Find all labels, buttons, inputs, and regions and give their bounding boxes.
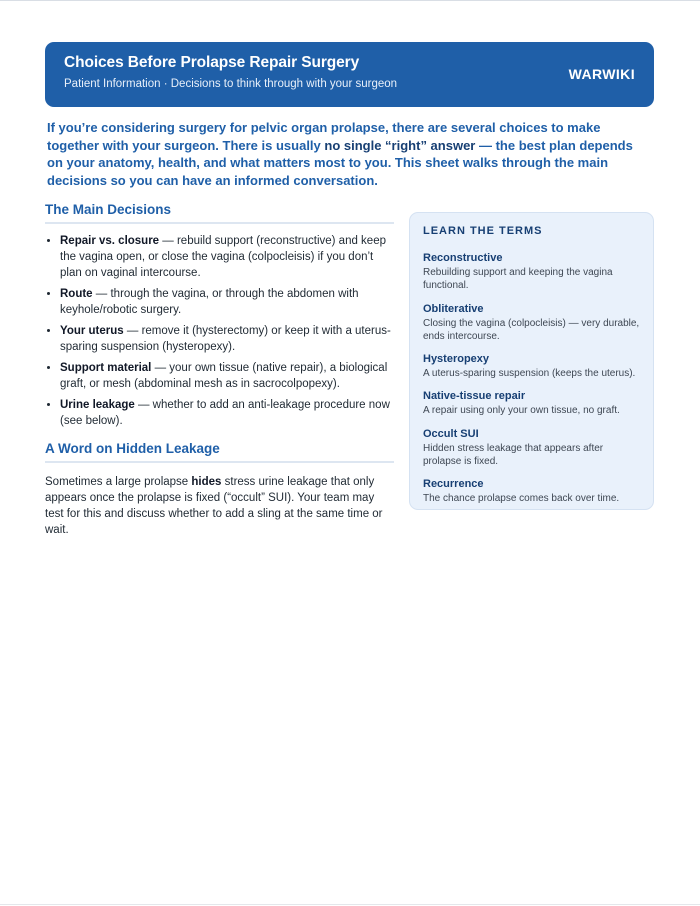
term-name: Occult SUI — [423, 427, 479, 440]
term-item — [423, 478, 640, 505]
list-item — [60, 286, 394, 318]
brand-logo: WARWIKI — [568, 66, 635, 82]
term-definition: Rebuilding support and keeping the vagina functional. — [423, 267, 613, 292]
list-item — [60, 233, 394, 281]
decision-term: Your uterus — [60, 325, 124, 337]
section-title-decisions: The Main Decisions — [45, 202, 394, 224]
decision-term: Support material — [60, 362, 152, 374]
top-border — [0, 0, 700, 1]
term-name: Reconstructive — [423, 252, 503, 264]
intro-emphasis: no single “right” answer — [324, 137, 476, 153]
main-column — [45, 202, 394, 538]
intro-text-1: If you’re considering surgery for pelvic organ prolapse, there are several choices to make together with your surgeon. There is usually — [47, 120, 601, 153]
decisions-list — [45, 233, 394, 429]
list-item — [60, 397, 394, 429]
term-item — [423, 303, 640, 344]
term-name: Hysteropexy — [423, 353, 490, 366]
term-definition: Closing the vagina (colpocleisis) — very durable, ends intercourse. — [423, 317, 640, 342]
leakage-bold: hides — [191, 476, 222, 488]
decision-text: — rebuild support (reconstructive) and keep the vagina open, or close the vagina (colpocleisis) if you don’t plan on vaginal intercourse. — [60, 235, 386, 279]
leakage-text-2: stress urine leakage that only appears once the prolapse is fixed (“occult” SUI). Your team may test for this and discuss whether to add a sling at the same time or wait. — [45, 476, 383, 536]
leakage-text-1: Sometimes a large prolapse — [45, 476, 192, 488]
term-item — [423, 353, 640, 380]
leakage-paragraph — [45, 474, 394, 538]
bottom-border — [0, 904, 700, 905]
terms-sidebar — [409, 212, 654, 510]
decision-text: — through the vagina, or through the abdomen with keyhole/robotic surgery. — [60, 288, 359, 316]
decision-text: — remove it (hysterectomy) or keep it with a uterus-sparing suspension (hysteropexy). — [60, 325, 391, 353]
terms-heading: LEARN THE TERMS — [423, 225, 543, 237]
term-definition: A uterus-sparing suspension (keeps the uterus). — [423, 368, 636, 380]
list-item — [60, 323, 394, 355]
list-item — [60, 360, 394, 392]
term-item — [423, 252, 640, 293]
decision-text: — whether to add an anti-leakage procedure now (see below). — [60, 399, 390, 427]
term-definition: Hidden stress leakage that appears after prolapse is fixed. — [423, 442, 604, 468]
term-definition: The chance prolapse comes back over time. — [423, 493, 620, 505]
header-banner — [45, 42, 654, 107]
decision-text: — your own tissue (native repair), a biological graft, or mesh (abdominal mesh as in sacrocolpopexy). — [60, 362, 388, 390]
section-title-leakage: A Word on Hidden Leakage — [45, 441, 394, 463]
term-name: Native-tissue repair — [423, 390, 526, 403]
decision-term: Repair vs. closure — [60, 235, 160, 247]
term-item — [423, 428, 640, 469]
term-item — [423, 390, 640, 417]
page-title: Choices Before Prolapse Repair Surgery — [64, 54, 360, 71]
term-name: Obliterative — [423, 302, 484, 315]
decision-term: Urine leakage — [60, 399, 135, 411]
decision-term: Route — [60, 288, 93, 300]
intro-text-2: — the best plan depends on your anatomy, health, and what matters most to you. This sheet walks through the main decisions so you can have an informed conversation. — [47, 137, 633, 188]
page-subtitle: Patient Information · Decisions to think through with your surgeon — [64, 78, 398, 90]
intro-paragraph — [47, 119, 647, 189]
term-definition: A repair using only your own tissue, no graft. — [423, 405, 620, 417]
term-name: Recurrence — [423, 478, 484, 491]
